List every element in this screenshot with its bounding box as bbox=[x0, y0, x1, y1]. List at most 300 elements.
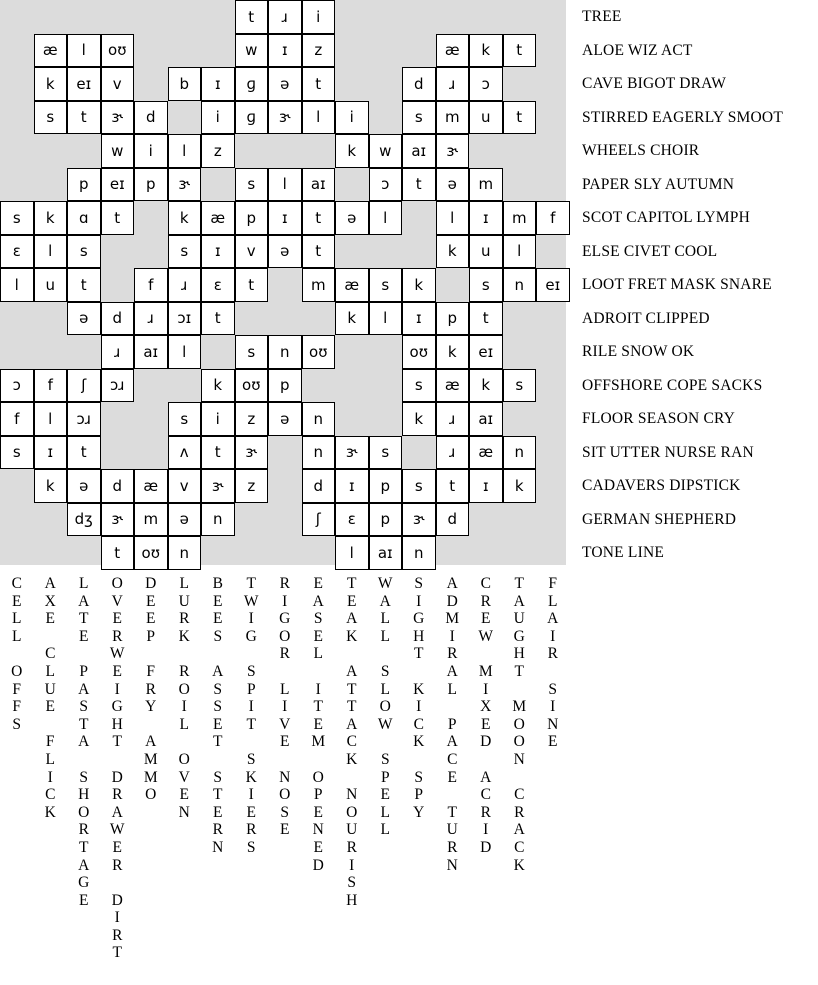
grid-cell-filled[interactable]: s bbox=[0, 436, 34, 470]
grid-cell-filled[interactable]: oʊ bbox=[402, 335, 436, 369]
grid-cell-filled[interactable]: oʊ bbox=[101, 34, 135, 68]
grid-cell-filled[interactable]: m bbox=[134, 503, 168, 537]
vertical-answer-letter: T bbox=[347, 575, 357, 592]
vertical-answer-letter: V bbox=[111, 592, 123, 610]
grid-cell-filled[interactable]: t bbox=[67, 268, 101, 302]
grid-cell-filled[interactable]: ɛ bbox=[201, 268, 235, 302]
vertical-answer-letter: I bbox=[416, 698, 422, 716]
grid-cell-filled[interactable]: t bbox=[503, 34, 537, 68]
grid-cell-empty bbox=[369, 235, 403, 269]
grid-cell-filled[interactable]: f bbox=[0, 402, 34, 436]
vertical-answer-letter: I bbox=[550, 627, 556, 645]
vertical-answer-column bbox=[134, 575, 168, 804]
grid-cell-filled[interactable]: æ bbox=[469, 436, 503, 470]
vertical-answer-word bbox=[212, 663, 223, 751]
vertical-answer-word bbox=[378, 663, 393, 733]
grid-cell-empty bbox=[34, 536, 68, 570]
vertical-answer-word bbox=[413, 575, 424, 663]
grid-cell-filled[interactable]: p bbox=[436, 302, 470, 336]
grid-cell-filled[interactable]: m bbox=[469, 168, 503, 202]
grid-cell-filled[interactable]: ɪ bbox=[268, 34, 302, 68]
vertical-answer-letter: D bbox=[111, 768, 123, 786]
grid-cell-empty bbox=[235, 503, 269, 537]
vertical-answer-letter: C bbox=[514, 838, 525, 856]
grid-cell-filled[interactable]: z bbox=[201, 134, 235, 168]
vertical-answer-letter: K bbox=[413, 680, 425, 698]
vertical-answer-word bbox=[45, 733, 56, 821]
grid-cell-filled[interactable]: t bbox=[101, 201, 135, 235]
grid-cell-filled[interactable]: u bbox=[469, 235, 503, 269]
vertical-answer-letter: A bbox=[78, 592, 90, 610]
grid-cell-filled[interactable]: ɑ bbox=[67, 201, 101, 235]
grid-cell-filled[interactable]: n bbox=[268, 335, 302, 369]
grid-cell-filled[interactable]: ɔ bbox=[0, 369, 34, 403]
grid-cell-filled[interactable]: l bbox=[0, 268, 34, 302]
grid-cell-empty bbox=[101, 268, 135, 302]
grid-cell-empty bbox=[168, 0, 202, 34]
grid-cell-filled[interactable]: s bbox=[503, 369, 537, 403]
vertical-answer-letter: O bbox=[346, 803, 358, 821]
vertical-answer-letter: K bbox=[346, 627, 358, 645]
grid-cell-filled[interactable]: ə bbox=[67, 302, 101, 336]
grid-cell-filled[interactable]: l bbox=[34, 402, 68, 436]
grid-cell-filled[interactable]: ɪ bbox=[469, 201, 503, 235]
grid-cell-filled[interactable]: l bbox=[67, 34, 101, 68]
grid-cell-filled[interactable]: ɝ bbox=[168, 168, 202, 202]
grid-cell-filled[interactable]: ɝ bbox=[402, 503, 436, 537]
grid-cell-filled[interactable]: ɝ bbox=[436, 134, 470, 168]
vertical-answer-letter: A bbox=[446, 575, 458, 592]
vertical-answer-letter: I bbox=[248, 698, 254, 716]
vertical-answer-letter: I bbox=[483, 821, 489, 839]
grid-cell-filled[interactable]: ə bbox=[436, 168, 470, 202]
grid-cell-filled[interactable]: n bbox=[302, 436, 336, 470]
grid-cell-filled[interactable]: l bbox=[369, 302, 403, 336]
grid-cell-filled[interactable]: i bbox=[201, 101, 235, 135]
grid-row bbox=[0, 0, 566, 34]
grid-cell-filled[interactable]: s bbox=[402, 469, 436, 503]
grid-cell-filled[interactable]: ɔ bbox=[469, 67, 503, 101]
vertical-answer-letter: R bbox=[112, 856, 123, 874]
grid-cell-filled[interactable]: z bbox=[302, 34, 336, 68]
vertical-answer-letter: K bbox=[346, 750, 358, 768]
grid-cell-filled[interactable]: l bbox=[436, 201, 470, 235]
grid-cell-empty bbox=[503, 134, 537, 168]
grid-cell-filled[interactable]: t bbox=[67, 101, 101, 135]
grid-cell-filled[interactable]: t bbox=[302, 235, 336, 269]
grid-cell-filled[interactable]: i bbox=[134, 134, 168, 168]
grid-cell-filled[interactable]: ʃ bbox=[302, 503, 336, 537]
grid-cell-filled[interactable]: t bbox=[402, 168, 436, 202]
vertical-answer-letter: E bbox=[112, 662, 122, 680]
grid-cell-filled[interactable]: ɪ bbox=[34, 436, 68, 470]
grid-cell-filled[interactable]: æ bbox=[436, 34, 470, 68]
grid-cell-filled[interactable]: v bbox=[235, 235, 269, 269]
grid-cell-filled[interactable]: t bbox=[201, 436, 235, 470]
grid-cell-filled[interactable]: f bbox=[134, 268, 168, 302]
grid-cell-filled[interactable]: d bbox=[302, 469, 336, 503]
vertical-answer-letter: R bbox=[514, 803, 525, 821]
grid-cell-empty bbox=[0, 302, 34, 336]
grid-cell-filled[interactable]: w bbox=[369, 134, 403, 168]
grid-cell-filled[interactable]: ɝ bbox=[101, 101, 135, 135]
vertical-answer-column bbox=[235, 575, 269, 857]
grid-cell-filled[interactable]: t bbox=[302, 201, 336, 235]
grid-cell-filled[interactable]: n bbox=[201, 503, 235, 537]
grid-cell-empty bbox=[402, 436, 436, 470]
grid-cell-filled[interactable]: s bbox=[369, 436, 403, 470]
vertical-answer-letter: E bbox=[146, 610, 156, 628]
vertical-answer-letter: L bbox=[447, 680, 457, 698]
clue-line: RILE SNOW OK bbox=[582, 343, 695, 360]
grid-cell-filled[interactable]: k bbox=[201, 369, 235, 403]
vertical-answer-letter: U bbox=[178, 592, 190, 610]
grid-cell-filled[interactable]: t bbox=[101, 536, 135, 570]
vertical-answer-letter: O bbox=[279, 786, 291, 804]
grid-cell-empty bbox=[0, 503, 34, 537]
vertical-answer-letter: T bbox=[414, 645, 424, 663]
grid-cell-filled[interactable]: f bbox=[536, 201, 570, 235]
grid-cell-filled[interactable]: l bbox=[34, 235, 68, 269]
grid-cell-empty bbox=[67, 134, 101, 168]
clue-line: CADAVERS DIPSTICK bbox=[582, 477, 741, 494]
grid-cell-filled[interactable]: n bbox=[503, 268, 537, 302]
grid-cell-empty bbox=[101, 436, 135, 470]
grid-cell-filled[interactable]: ə bbox=[268, 402, 302, 436]
grid-row bbox=[0, 168, 566, 202]
grid-cell-filled[interactable]: l bbox=[369, 201, 403, 235]
grid-cell-filled[interactable]: l bbox=[335, 536, 369, 570]
grid-cell-filled[interactable]: ɹ bbox=[436, 436, 470, 470]
clue-line: GERMAN SHEPHERD bbox=[582, 510, 737, 528]
vertical-answer-word bbox=[78, 769, 89, 910]
grid-cell-filled[interactable]: k bbox=[34, 67, 68, 101]
vertical-answer-letter: T bbox=[347, 698, 357, 716]
grid-cell-filled[interactable]: z bbox=[235, 469, 269, 503]
grid-cell-filled[interactable]: l bbox=[168, 134, 202, 168]
grid-row bbox=[0, 134, 566, 168]
grid-cell-filled[interactable]: aɪ bbox=[402, 134, 436, 168]
vertical-answer-letter: R bbox=[78, 821, 89, 839]
grid-cell-empty bbox=[168, 369, 202, 403]
grid-row bbox=[0, 536, 566, 570]
grid-cell-filled[interactable]: v bbox=[101, 67, 135, 101]
grid-cell-filled[interactable]: b bbox=[168, 67, 202, 101]
vertical-answer-letter: W bbox=[109, 645, 125, 663]
grid-cell-filled[interactable]: æ bbox=[34, 34, 68, 68]
phonetic-crossword-grid bbox=[0, 0, 566, 565]
vertical-answers-panel bbox=[0, 575, 570, 985]
grid-cell-empty bbox=[268, 268, 302, 302]
grid-cell-filled[interactable]: ɹ bbox=[436, 67, 470, 101]
grid-cell-empty bbox=[134, 67, 168, 101]
vertical-answer-letter: L bbox=[548, 592, 558, 610]
grid-cell-filled[interactable]: aɪ bbox=[302, 168, 336, 202]
grid-cell-filled[interactable]: k bbox=[34, 469, 68, 503]
vertical-answer-letter: O bbox=[11, 662, 23, 680]
grid-cell-filled[interactable]: ɝ bbox=[101, 503, 135, 537]
vertical-answer-word bbox=[110, 575, 125, 751]
grid-cell-filled[interactable]: t bbox=[201, 302, 235, 336]
grid-cell-filled[interactable]: n bbox=[402, 536, 436, 570]
grid-cell-filled[interactable]: ɪ bbox=[402, 302, 436, 336]
vertical-answer-letter: E bbox=[380, 786, 390, 804]
vertical-answer-letter: L bbox=[12, 610, 22, 628]
grid-cell-filled[interactable]: i bbox=[335, 101, 369, 135]
vertical-answer-letter: P bbox=[380, 768, 390, 786]
vertical-answer-letter: A bbox=[111, 803, 123, 821]
vertical-answer-word bbox=[479, 663, 493, 751]
vertical-answer-letter: E bbox=[246, 803, 256, 821]
vertical-answer-letter: U bbox=[513, 610, 525, 628]
grid-cell-empty bbox=[402, 201, 436, 235]
grid-cell-filled[interactable]: ɪ bbox=[268, 201, 302, 235]
grid-cell-filled[interactable]: k bbox=[402, 268, 436, 302]
grid-cell-empty bbox=[436, 268, 470, 302]
grid-cell-filled[interactable]: ə bbox=[335, 201, 369, 235]
vertical-answer-letter: T bbox=[313, 698, 323, 716]
grid-cell-filled[interactable]: i bbox=[302, 0, 336, 34]
grid-cell-filled[interactable]: t bbox=[235, 268, 269, 302]
grid-cell-filled[interactable]: ə bbox=[268, 67, 302, 101]
vertical-answer-letter: W bbox=[377, 575, 393, 592]
grid-cell-filled[interactable]: p bbox=[369, 469, 403, 503]
grid-cell-filled[interactable]: t bbox=[469, 302, 503, 336]
grid-cell-filled[interactable]: ɝ bbox=[335, 436, 369, 470]
vertical-answer-letter: L bbox=[380, 821, 390, 839]
vertical-answer-letter: D bbox=[111, 891, 123, 909]
vertical-answer-letter: C bbox=[480, 575, 491, 592]
vertical-answer-word bbox=[514, 575, 525, 681]
grid-cell-filled[interactable]: s bbox=[235, 168, 269, 202]
grid-cell-empty bbox=[302, 302, 336, 336]
grid-cell-filled[interactable]: s bbox=[67, 235, 101, 269]
grid-cell-filled[interactable]: d bbox=[101, 469, 135, 503]
grid-cell-filled[interactable]: ə bbox=[268, 235, 302, 269]
grid-cell-empty bbox=[335, 402, 369, 436]
grid-cell-filled[interactable]: eɪ bbox=[536, 268, 570, 302]
vertical-answer-letter: L bbox=[380, 610, 390, 628]
grid-cell-filled[interactable]: p bbox=[235, 201, 269, 235]
grid-cell-empty bbox=[536, 536, 570, 570]
grid-cell-filled[interactable]: d bbox=[436, 503, 470, 537]
vertical-answer-letter: L bbox=[380, 803, 390, 821]
vertical-answer-letter: G bbox=[413, 610, 425, 628]
grid-cell-empty bbox=[369, 101, 403, 135]
grid-cell-empty bbox=[134, 235, 168, 269]
grid-cell-filled[interactable]: t bbox=[302, 67, 336, 101]
grid-cell-filled[interactable]: k bbox=[469, 369, 503, 403]
vertical-answer-letter: S bbox=[414, 575, 424, 592]
grid-cell-filled[interactable]: oʊ bbox=[134, 536, 168, 570]
grid-cell-filled[interactable]: z bbox=[235, 402, 269, 436]
grid-cell-filled[interactable]: æ bbox=[201, 201, 235, 235]
grid-cell-filled[interactable]: w bbox=[235, 34, 269, 68]
grid-cell-empty bbox=[0, 536, 34, 570]
grid-cell-filled[interactable]: m bbox=[302, 268, 336, 302]
grid-cell-filled[interactable]: k bbox=[34, 201, 68, 235]
grid-cell-filled[interactable]: s bbox=[469, 268, 503, 302]
vertical-answer-letter: T bbox=[347, 680, 357, 698]
grid-cell-filled[interactable]: f bbox=[34, 369, 68, 403]
vertical-answer-word bbox=[547, 575, 558, 663]
grid-cell-filled[interactable]: u bbox=[469, 101, 503, 135]
grid-cell-filled[interactable]: n bbox=[302, 402, 336, 436]
grid-cell-filled[interactable]: s bbox=[0, 201, 34, 235]
grid-row bbox=[0, 302, 566, 336]
grid-cell-filled[interactable]: ɪ bbox=[469, 469, 503, 503]
vertical-answer-letter: T bbox=[79, 715, 89, 733]
vertical-answer-letter: H bbox=[346, 891, 358, 909]
grid-cell-filled[interactable]: s bbox=[402, 369, 436, 403]
grid-cell-filled[interactable]: ɝ bbox=[235, 436, 269, 470]
grid-cell-filled[interactable]: ɡ bbox=[235, 101, 269, 135]
grid-cell-filled[interactable]: ɹ bbox=[268, 0, 302, 34]
grid-cell-filled[interactable]: u bbox=[34, 268, 68, 302]
grid-cell-filled[interactable]: i bbox=[201, 402, 235, 436]
grid-cell-filled[interactable]: ɛ bbox=[335, 503, 369, 537]
grid-cell-empty bbox=[503, 168, 537, 202]
grid-cell-filled[interactable]: d bbox=[101, 302, 135, 336]
grid-cell-filled[interactable]: n bbox=[503, 436, 537, 470]
grid-cell-filled[interactable]: l bbox=[168, 335, 202, 369]
vertical-answer-letter: A bbox=[480, 768, 492, 786]
grid-cell-filled[interactable]: ə bbox=[67, 469, 101, 503]
grid-cell-filled[interactable]: æ bbox=[335, 268, 369, 302]
grid-cell-filled[interactable]: p bbox=[67, 168, 101, 202]
grid-cell-empty bbox=[235, 134, 269, 168]
grid-cell-filled[interactable]: s bbox=[168, 235, 202, 269]
grid-cell-filled[interactable]: ɛ bbox=[0, 235, 34, 269]
grid-cell-empty bbox=[536, 235, 570, 269]
grid-cell-empty bbox=[536, 436, 570, 470]
grid-cell-filled[interactable]: æ bbox=[436, 369, 470, 403]
grid-cell-filled[interactable]: k bbox=[335, 302, 369, 336]
vertical-answer-letter: G bbox=[78, 874, 90, 892]
grid-cell-filled[interactable]: p bbox=[369, 503, 403, 537]
grid-cell-filled[interactable]: ɝ bbox=[201, 469, 235, 503]
grid-cell-filled[interactable]: k bbox=[503, 469, 537, 503]
grid-cell-empty bbox=[536, 134, 570, 168]
grid-cell-empty bbox=[469, 0, 503, 34]
grid-cell-filled[interactable]: aɪ bbox=[469, 402, 503, 436]
vertical-answer-word bbox=[247, 663, 256, 733]
grid-cell-filled[interactable]: k bbox=[402, 402, 436, 436]
grid-cell-filled[interactable]: s bbox=[168, 402, 202, 436]
grid-cell-filled[interactable]: l bbox=[268, 168, 302, 202]
grid-cell-filled[interactable]: oʊ bbox=[302, 335, 336, 369]
grid-cell-filled[interactable]: n bbox=[168, 536, 202, 570]
grid-cell-filled[interactable]: k bbox=[335, 134, 369, 168]
grid-cell-filled[interactable]: oʊ bbox=[235, 369, 269, 403]
grid-cell-filled[interactable]: t bbox=[503, 101, 537, 135]
grid-cell-filled[interactable]: t bbox=[67, 436, 101, 470]
grid-cell-filled[interactable]: eɪ bbox=[469, 335, 503, 369]
grid-cell-filled[interactable]: t bbox=[235, 0, 269, 34]
vertical-answer-letter: F bbox=[146, 662, 156, 680]
grid-cell-filled[interactable]: ə bbox=[168, 503, 202, 537]
vertical-answer-letter: R bbox=[112, 786, 123, 804]
grid-cell-empty bbox=[0, 0, 34, 34]
grid-cell-filled[interactable]: ɹ bbox=[168, 268, 202, 302]
grid-cell-filled[interactable]: k bbox=[436, 335, 470, 369]
grid-cell-filled[interactable]: ɔɪ bbox=[168, 302, 202, 336]
vertical-answer-letter: M bbox=[311, 733, 326, 751]
vertical-answer-letter: E bbox=[213, 715, 223, 733]
grid-cell-filled[interactable]: eɪ bbox=[101, 168, 135, 202]
vertical-answer-letter: C bbox=[514, 786, 525, 804]
vertical-answer-word bbox=[144, 733, 158, 803]
grid-cell-filled[interactable]: ɹ bbox=[436, 402, 470, 436]
grid-cell-filled[interactable]: aɪ bbox=[134, 335, 168, 369]
grid-cell-filled[interactable]: ɡ bbox=[235, 67, 269, 101]
grid-cell-empty bbox=[268, 503, 302, 537]
grid-cell-filled[interactable]: ɪ bbox=[201, 235, 235, 269]
grid-cell-filled[interactable]: s bbox=[402, 101, 436, 135]
grid-cell-filled[interactable]: v bbox=[168, 469, 202, 503]
grid-cell-filled[interactable]: eɪ bbox=[67, 67, 101, 101]
grid-cell-filled[interactable]: l bbox=[302, 101, 336, 135]
clue-line: ADROIT CLIPPED bbox=[582, 309, 710, 327]
grid-cell-filled[interactable]: p bbox=[268, 369, 302, 403]
grid-cell-filled[interactable]: l bbox=[503, 235, 537, 269]
grid-cell-filled[interactable]: w bbox=[101, 134, 135, 168]
grid-cell-filled[interactable]: k bbox=[436, 235, 470, 269]
vertical-answer-letter: N bbox=[178, 803, 190, 821]
grid-cell-filled[interactable]: s bbox=[34, 101, 68, 135]
grid-cell-filled[interactable]: æ bbox=[134, 469, 168, 503]
grid-cell-filled[interactable]: m bbox=[503, 201, 537, 235]
grid-cell-filled[interactable]: aɪ bbox=[369, 536, 403, 570]
grid-cell-empty bbox=[536, 402, 570, 436]
grid-cell-filled[interactable]: ʃ bbox=[67, 369, 101, 403]
vertical-answer-letter: L bbox=[380, 627, 390, 645]
vertical-answer-letter: A bbox=[513, 821, 525, 839]
grid-cell-filled[interactable]: s bbox=[235, 335, 269, 369]
vertical-answer-letter: P bbox=[313, 786, 323, 804]
grid-cell-filled[interactable]: ʌ bbox=[168, 436, 202, 470]
grid-cell-filled[interactable]: t bbox=[436, 469, 470, 503]
vertical-answer-letter: E bbox=[79, 891, 89, 909]
grid-cell-filled[interactable]: p bbox=[134, 168, 168, 202]
grid-cell-filled[interactable]: ɹ bbox=[134, 302, 168, 336]
vertical-answer-column bbox=[34, 575, 68, 821]
grid-cell-filled[interactable]: ɔɹ bbox=[67, 402, 101, 436]
grid-cell-filled[interactable]: ɹ bbox=[101, 335, 135, 369]
grid-cell-filled[interactable]: ɪ bbox=[201, 67, 235, 101]
grid-cell-filled[interactable]: d bbox=[402, 67, 436, 101]
vertical-answer-letter: E bbox=[112, 610, 122, 628]
grid-cell-filled[interactable]: ɔɹ bbox=[101, 369, 135, 403]
vertical-answer-letter: K bbox=[513, 856, 525, 874]
vertical-answer-letter: I bbox=[282, 592, 288, 610]
grid-cell-filled[interactable]: s bbox=[369, 268, 403, 302]
grid-cell-filled[interactable]: k bbox=[469, 34, 503, 68]
vertical-answer-letter: I bbox=[449, 627, 455, 645]
grid-cell-empty bbox=[34, 503, 68, 537]
grid-cell-filled[interactable]: ɝ bbox=[268, 101, 302, 135]
vertical-answer-word bbox=[45, 575, 56, 628]
vertical-answer-letter: G bbox=[279, 610, 291, 628]
grid-cell-filled[interactable]: m bbox=[436, 101, 470, 135]
vertical-answer-letter: S bbox=[12, 715, 22, 733]
grid-cell-filled[interactable]: k bbox=[168, 201, 202, 235]
grid-cell-filled[interactable]: ɪ bbox=[335, 469, 369, 503]
grid-cell-filled[interactable]: dʒ bbox=[67, 503, 101, 537]
grid-cell-filled[interactable]: ɔ bbox=[369, 168, 403, 202]
grid-cell-filled[interactable]: d bbox=[134, 101, 168, 135]
vertical-answer-letter: S bbox=[548, 680, 558, 698]
